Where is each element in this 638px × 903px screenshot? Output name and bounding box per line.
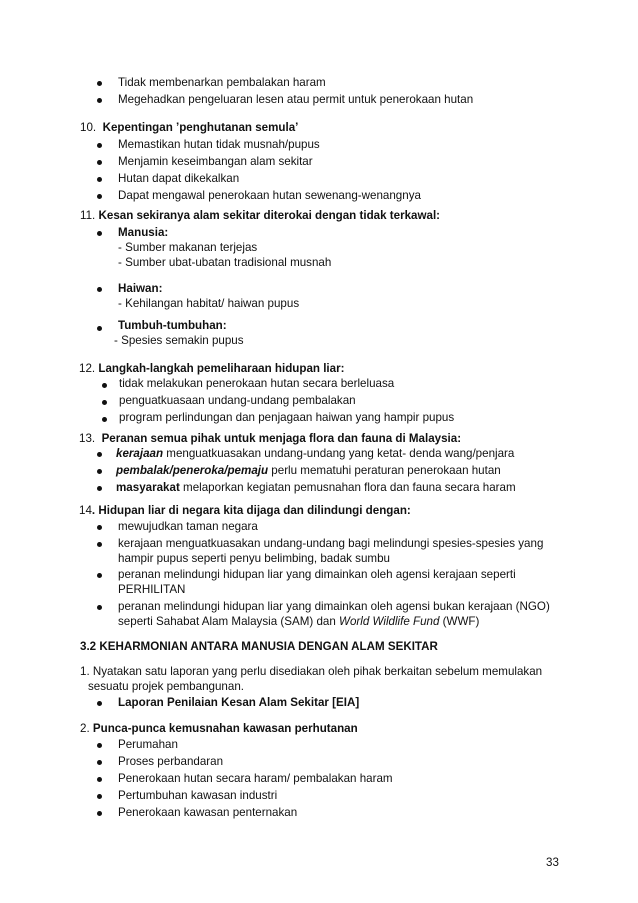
list-item bbox=[116, 446, 514, 462]
section-number: 13. bbox=[79, 432, 96, 445]
item-text: seperti Sahabat Alam Malaysia (SAM) dan bbox=[118, 615, 340, 628]
item-keyword: kerajaan bbox=[116, 447, 164, 460]
bullet-icon bbox=[97, 605, 102, 610]
bullet-icon bbox=[97, 194, 102, 199]
section-14-heading bbox=[79, 503, 411, 519]
list-item: peranan melindungi hidupan liar yang dimainkan oleh agensi kerajaan seperti bbox=[118, 568, 516, 581]
item-text: perlu mematuhi peraturan penerokaan hutan bbox=[268, 464, 501, 477]
subheading-tumbuhan: Tumbuh-tumbuhan: bbox=[118, 319, 227, 332]
section-number: 11. bbox=[80, 209, 96, 222]
bullet-icon bbox=[97, 760, 102, 765]
sub-item: - Sumber makanan terjejas bbox=[118, 241, 258, 254]
list-item: program perlindungan dan penjagaan haiwan yang hampir pupus bbox=[119, 411, 455, 424]
section-title: Langkah-langkah pemeliharaan hidupan liar: bbox=[98, 362, 345, 375]
list-item bbox=[116, 480, 516, 496]
question-title: Punca-punca kemusnahan kawasan perhutanan bbox=[92, 722, 358, 735]
sub-item: - Sumber ubat-ubatan tradisional musnah bbox=[118, 256, 332, 269]
subheading-haiwan: Haiwan: bbox=[118, 282, 163, 295]
item-keyword: pembalak/peneroka/pemaju bbox=[116, 464, 269, 477]
section-title: Kepentingan ’penghutanan semula’ bbox=[102, 121, 299, 134]
section-10-heading bbox=[80, 120, 298, 136]
item-text: (WWF) bbox=[439, 615, 480, 628]
list-item: tidak melakukan penerokaan hutan secara berleluasa bbox=[119, 377, 395, 390]
section-number: 10. bbox=[80, 121, 97, 134]
list-item: penguatkuasaan undang-undang pembalakan bbox=[119, 394, 356, 407]
list-item: Menjamin keseimbangan alam sekitar bbox=[118, 155, 313, 168]
bullet-icon bbox=[97, 573, 102, 578]
list-item: Perumahan bbox=[118, 738, 178, 751]
bullet-icon bbox=[97, 811, 102, 816]
bullet-icon bbox=[97, 794, 102, 799]
list-item: Pertumbuhan kawasan industri bbox=[118, 789, 278, 802]
item-text-italic: World Wildlife Fund bbox=[339, 615, 440, 628]
list-item: Hutan dapat dikekalkan bbox=[118, 172, 240, 185]
bullet-icon bbox=[97, 525, 102, 530]
bullet-icon bbox=[97, 231, 102, 236]
question-2-heading bbox=[80, 721, 358, 737]
section-number: 12. bbox=[79, 362, 96, 375]
list-item-continuation: hampir pupus seperti penyu belimbing, badak sumbu bbox=[118, 552, 390, 565]
bullet-icon bbox=[97, 743, 102, 748]
sub-item: - Kehilangan habitat/ haiwan pupus bbox=[118, 297, 300, 310]
section-number: 14 bbox=[79, 504, 92, 517]
bullet-icon bbox=[97, 486, 102, 491]
bullet-icon bbox=[97, 177, 102, 182]
list-item: kerajaan menguatkuasakan undang-undang bagi melindungi spesies-spesies yang bbox=[118, 537, 544, 550]
question-1-continuation: sesuatu projek pembangunan. bbox=[88, 680, 244, 693]
list-item: peranan melindungi hidupan liar yang dimainkan oleh agensi bukan kerajaan (NGO) bbox=[118, 600, 550, 613]
chapter-heading: 3.2 KEHARMONIAN ANTARA MANUSIA DENGAN ALAM SEKITAR bbox=[80, 640, 438, 653]
item-text: melaporkan kegiatan pemusnahan flora dan fauna secara haram bbox=[179, 481, 516, 494]
subheading-manusia: Manusia: bbox=[118, 226, 169, 239]
list-item: Memastikan hutan tidak musnah/pupus bbox=[118, 138, 320, 151]
list-item-continuation bbox=[118, 614, 479, 630]
bullet-icon bbox=[97, 98, 102, 103]
bullet-icon bbox=[97, 452, 102, 457]
section-11-heading bbox=[80, 208, 440, 224]
bullet-icon bbox=[97, 326, 102, 331]
list-item: mewujudkan taman negara bbox=[118, 520, 258, 533]
answer-1: Laporan Penilaian Kesan Alam Sekitar [EIA] bbox=[118, 696, 360, 709]
question-number: 2. bbox=[80, 722, 90, 735]
list-item bbox=[116, 463, 501, 479]
list-item-continuation: PERHILITAN bbox=[118, 583, 186, 596]
sub-item: - Spesies semakin pupus bbox=[114, 334, 244, 347]
bullet-icon bbox=[97, 542, 102, 547]
section-title: Peranan semua pihak untuk menjaga flora dan fauna di Malaysia: bbox=[101, 432, 462, 445]
section-title: Kesan sekiranya alam sekitar diterokai dengan tidak terkawal: bbox=[98, 209, 441, 222]
list-item: Penerokaan hutan secara haram/ pembalakan haram bbox=[118, 772, 393, 785]
list-item: Tidak membenarkan pembalakan haram bbox=[118, 76, 326, 89]
bullet-icon bbox=[97, 81, 102, 86]
bullet-icon bbox=[102, 400, 107, 405]
bullet-icon bbox=[97, 287, 102, 292]
bullet-icon bbox=[97, 160, 102, 165]
list-item: Megehadkan pengeluaran lesen atau permit untuk penerokaan hutan bbox=[118, 93, 474, 106]
item-keyword: masyarakat bbox=[116, 481, 180, 494]
bullet-icon bbox=[97, 469, 102, 474]
list-item: Penerokaan kawasan penternakan bbox=[118, 806, 298, 819]
page-number: 33 bbox=[546, 856, 559, 869]
item-text: menguatkuasakan undang-undang yang ketat- denda wang/penjara bbox=[163, 447, 515, 460]
bullet-icon bbox=[97, 701, 102, 706]
bullet-icon bbox=[97, 143, 102, 148]
bullet-icon bbox=[102, 383, 107, 388]
list-item: Dapat mengawal penerokaan hutan sewenang-wenangnya bbox=[118, 189, 421, 202]
section-13-heading bbox=[79, 431, 461, 447]
bullet-icon bbox=[97, 777, 102, 782]
list-item: Proses perbandaran bbox=[118, 755, 224, 768]
question-1: 1. Nyatakan satu laporan yang perlu disediakan oleh pihak berkaitan sebelum memulakan bbox=[80, 665, 543, 678]
section-12-heading bbox=[79, 361, 344, 377]
section-title: . Hidupan liar di negara kita dijaga dan dilindungi dengan: bbox=[91, 504, 411, 517]
bullet-icon bbox=[102, 417, 107, 422]
